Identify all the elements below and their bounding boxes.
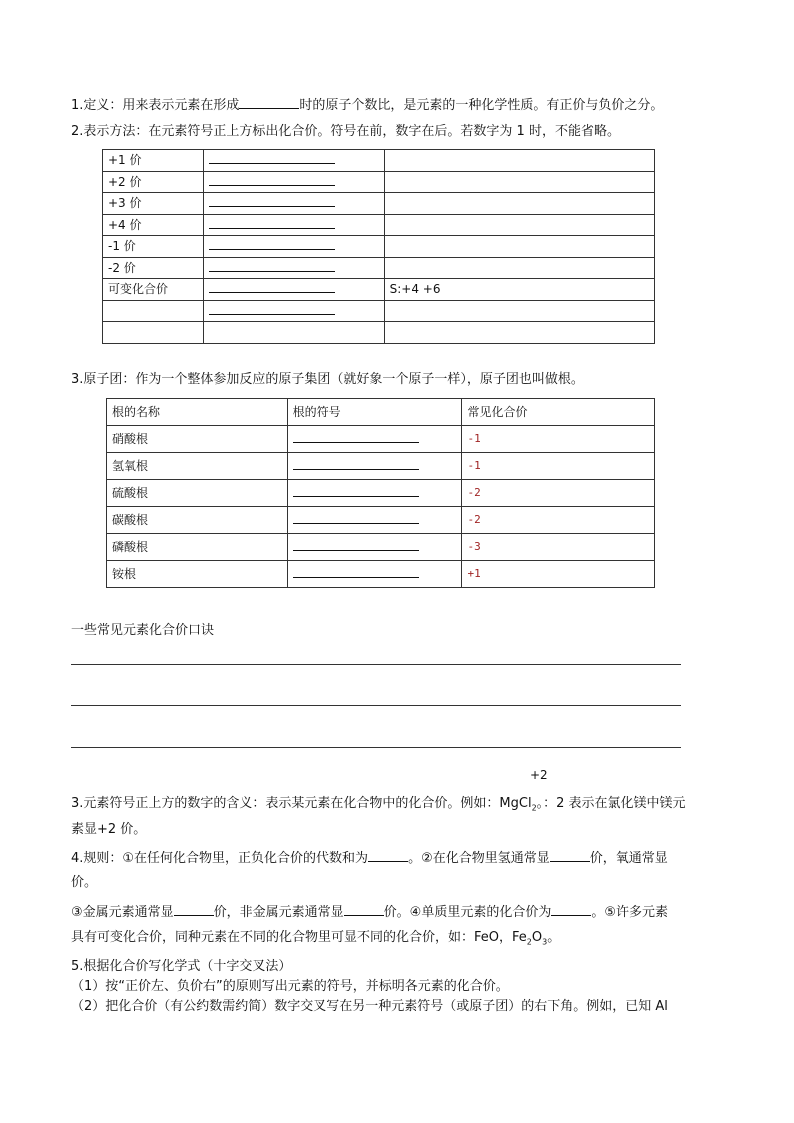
atomic-group-line: 3.原子团：作为一个整体参加反应的原子集团（就好象一个原子一样），原子团也叫做根。	[71, 372, 584, 387]
radical-table-header	[107, 399, 655, 426]
valence-note	[384, 193, 654, 215]
rule-text: 4.规则：①在任何化合物里，正负化合价的代数和为	[71, 851, 369, 866]
mnemonic-line-2[interactable]	[71, 705, 681, 706]
valence-answer-cell[interactable]	[203, 171, 384, 193]
radical-symbol-cell[interactable]	[287, 561, 462, 588]
definition-prefix: 1.定义：用来表示元素在形成	[71, 98, 240, 113]
notation-method-line: 2.表示方法：在元素符号正上方标出化合价。符号在前，数字在后。若数字为 1 时，不能省略。	[71, 124, 620, 139]
answer-underline[interactable]	[209, 217, 335, 229]
answer-underline[interactable]	[293, 458, 419, 470]
blank-field[interactable]	[550, 848, 590, 862]
radical-symbol-cell[interactable]	[287, 507, 462, 534]
cross-method-step-2: （2）把化合价（有公约数需约简）数字交叉写在另一种元素符号（或原子团）的右下角。例如，已知 Al	[71, 999, 668, 1014]
valence-row	[103, 150, 655, 172]
radical-row	[107, 426, 655, 453]
valence-label: -2 价	[103, 257, 204, 279]
valence-row	[103, 171, 655, 193]
radical-row	[107, 561, 655, 588]
rules-line-1	[71, 848, 668, 868]
radical-symbol-cell[interactable]	[287, 480, 462, 507]
rule-text: 价，非金属元素通常显	[213, 905, 344, 920]
radical-valence: +1	[462, 561, 655, 588]
cross-method-title: 5.根据化合价写化学式（十字交叉法）	[71, 959, 292, 974]
radical-name: 硫酸根	[107, 480, 288, 507]
answer-underline[interactable]	[293, 512, 419, 524]
header-name: 根的名称	[107, 399, 288, 426]
valence-label: +3 价	[103, 193, 204, 215]
rule-text: 价，氧通常显	[589, 851, 668, 866]
valence-note	[384, 322, 654, 344]
valence-note	[384, 257, 654, 279]
subscript: 3	[542, 937, 548, 947]
radical-valence: -3	[462, 534, 655, 561]
radical-row	[107, 453, 655, 480]
valence-note: S:+4 +6	[384, 279, 654, 301]
radical-name: 氢氧根	[107, 453, 288, 480]
answer-underline[interactable]	[209, 152, 335, 164]
header-symbol: 根的符号	[287, 399, 462, 426]
valence-label: 可变化合价	[103, 279, 204, 301]
radical-name: 铵根	[107, 561, 288, 588]
valence-answer-cell[interactable]	[203, 279, 384, 301]
valence-answer-cell[interactable]	[203, 322, 384, 344]
definition-suffix: 时的原子个数比，是元素的一种化学性质。有正价与负价之分。	[299, 98, 664, 113]
rules-line-3	[71, 902, 668, 922]
rule-text: 具有可变化合价，同种元素在不同的化合物里可显不同的化合价，如：FeO，Fe	[71, 930, 527, 945]
rule-text: 价。④单质里元素的化合价为	[383, 905, 552, 920]
rules-line-4	[71, 929, 560, 952]
valence-row	[103, 193, 655, 215]
meaning-text: 3.元素符号正上方的数字的含义：表示某元素在化合物中的化合价。例如：MgCl	[71, 796, 532, 811]
valence-label	[103, 322, 204, 344]
answer-underline[interactable]	[209, 260, 335, 272]
answer-underline[interactable]	[293, 566, 419, 578]
radical-valence: -2	[462, 507, 655, 534]
mnemonic-line-1[interactable]	[71, 664, 681, 665]
answer-underline[interactable]	[293, 431, 419, 443]
radical-symbol-cell[interactable]	[287, 426, 462, 453]
valence-row	[103, 300, 655, 322]
answer-underline[interactable]	[209, 195, 335, 207]
blank-field[interactable]	[368, 848, 408, 862]
rule-text: O	[531, 930, 543, 945]
answer-underline[interactable]	[293, 485, 419, 497]
header-valence: 常见化合价	[462, 399, 655, 426]
meaning-text-cont: 。：2 表示在氯化镁中镁元	[536, 796, 686, 811]
rule-text: 。	[547, 930, 561, 945]
valence-label: -1 价	[103, 236, 204, 258]
subscript: 2	[526, 937, 532, 947]
valence-note	[384, 150, 654, 172]
valence-note	[384, 300, 654, 322]
definition-line	[71, 95, 663, 115]
valence-note	[384, 236, 654, 258]
valence-label: +2 价	[103, 171, 204, 193]
valence-answer-cell[interactable]	[203, 300, 384, 322]
answer-underline[interactable]	[293, 539, 419, 551]
radical-valence: -2	[462, 480, 655, 507]
valence-note	[384, 214, 654, 236]
valence-row	[103, 236, 655, 258]
valence-label: +1 价	[103, 150, 204, 172]
valence-label	[103, 300, 204, 322]
blank-field[interactable]	[551, 902, 591, 916]
rules-line-2: 价。	[71, 875, 98, 890]
radical-row	[107, 534, 655, 561]
superscript-value: +2	[530, 768, 548, 782]
answer-underline[interactable]	[209, 174, 335, 186]
radical-symbol-cell[interactable]	[287, 453, 462, 480]
blank-field[interactable]	[174, 902, 214, 916]
rule-text: 。②在化合物里氢通常显	[408, 851, 550, 866]
radical-row	[107, 507, 655, 534]
valence-answer-cell[interactable]	[203, 236, 384, 258]
answer-underline[interactable]	[209, 281, 335, 293]
radical-table	[106, 398, 655, 588]
radical-symbol-cell[interactable]	[287, 534, 462, 561]
valence-row	[103, 214, 655, 236]
rule-text: 。⑤许多元素	[591, 905, 668, 920]
radical-valence: -1	[462, 453, 655, 480]
valence-note	[384, 171, 654, 193]
radical-name: 磷酸根	[107, 534, 288, 561]
radical-name: 硝酸根	[107, 426, 288, 453]
valence-row	[103, 279, 655, 301]
mnemonic-line-3[interactable]	[71, 747, 681, 748]
valence-row	[103, 257, 655, 279]
radical-row	[107, 480, 655, 507]
radical-name: 碳酸根	[107, 507, 288, 534]
valence-answer-cell[interactable]	[203, 150, 384, 172]
valence-answer-cell[interactable]	[203, 193, 384, 215]
valence-label: +4 价	[103, 214, 204, 236]
blank-field[interactable]	[344, 902, 384, 916]
meaning-line-1	[71, 795, 686, 818]
subscript: 2	[531, 803, 537, 813]
blank-field[interactable]	[239, 95, 299, 109]
mnemonic-title: 一些常见元素化合价口诀	[71, 623, 215, 638]
cross-method-step-1: （1）按“正价左、负价右”的原则写出元素的符号，并标明各元素的化合价。	[71, 979, 509, 994]
valence-row	[103, 322, 655, 344]
valence-table	[102, 149, 655, 344]
answer-underline[interactable]	[209, 238, 335, 250]
meaning-line-2: 素显+2 价。	[71, 822, 147, 837]
rule-text: ③金属元素通常显	[71, 905, 174, 920]
valence-answer-cell[interactable]	[203, 257, 384, 279]
radical-valence: -1	[462, 426, 655, 453]
valence-answer-cell[interactable]	[203, 214, 384, 236]
answer-underline[interactable]	[209, 303, 335, 315]
